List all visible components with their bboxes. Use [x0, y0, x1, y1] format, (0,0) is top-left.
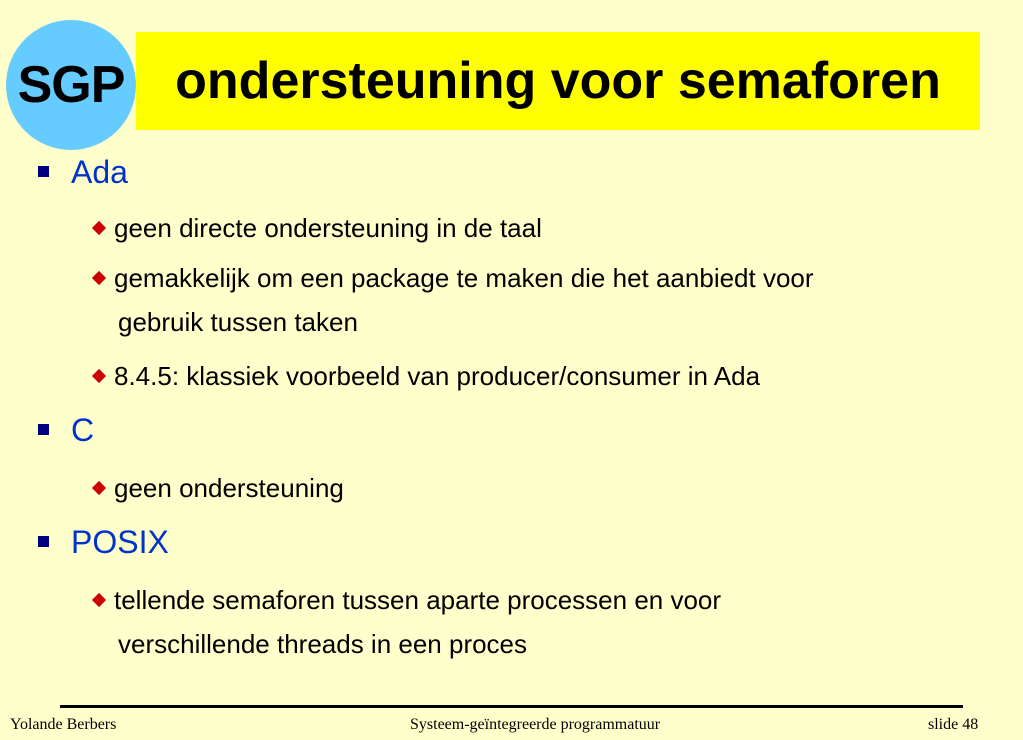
- footer-author: Yolande Berbers: [10, 716, 117, 733]
- diamond-bullet-icon: [92, 481, 106, 495]
- bullet-label: Ada: [71, 154, 128, 190]
- sub-bullet-item: [92, 466, 344, 510]
- sub-bullet-text: gemakkelijk om een package te maken die het aanbiedt voor: [114, 263, 814, 293]
- slide-title: ondersteuning voor semaforen: [175, 52, 941, 110]
- diamond-bullet-icon: [92, 593, 106, 607]
- diamond-bullet-icon: [92, 221, 106, 235]
- sub-bullet-continuation: verschillende threads in een proces: [118, 629, 528, 659]
- sub-bullet-text: tellende semaforen tussen aparte processen en voor: [114, 585, 722, 615]
- sub-bullet-item: [92, 578, 721, 666]
- sub-bullet-text: geen directe ondersteuning in de taal: [114, 213, 542, 243]
- sub-bullet-item: [92, 206, 542, 250]
- bullet-item-c: [38, 412, 94, 449]
- sub-bullet-item: [92, 256, 814, 344]
- footer-divider: [60, 705, 963, 708]
- bullet-label: C: [71, 412, 95, 448]
- sub-bullet-text: geen ondersteuning: [114, 473, 344, 503]
- diamond-bullet-icon: [92, 369, 106, 383]
- footer-course: Systeem-geïntegreerde programmatuur: [410, 716, 661, 733]
- title-banner: [136, 32, 980, 130]
- bullet-item-ada: [38, 154, 128, 191]
- sub-bullet-item: [92, 354, 760, 398]
- square-bullet-icon: [38, 166, 49, 177]
- diamond-bullet-icon: [92, 271, 106, 285]
- sgp-logo: [6, 20, 136, 150]
- sub-bullet-text: 8.4.5: klassiek voorbeeld van producer/consumer in Ada: [114, 361, 761, 391]
- footer-slide-number: slide 48: [928, 716, 979, 733]
- bullet-item-posix: [38, 524, 169, 561]
- square-bullet-icon: [38, 424, 49, 435]
- logo-text: SGP: [17, 56, 125, 114]
- sub-bullet-continuation: gebruik tussen taken: [118, 307, 358, 337]
- square-bullet-icon: [38, 536, 49, 547]
- bullet-label: POSIX: [71, 524, 169, 560]
